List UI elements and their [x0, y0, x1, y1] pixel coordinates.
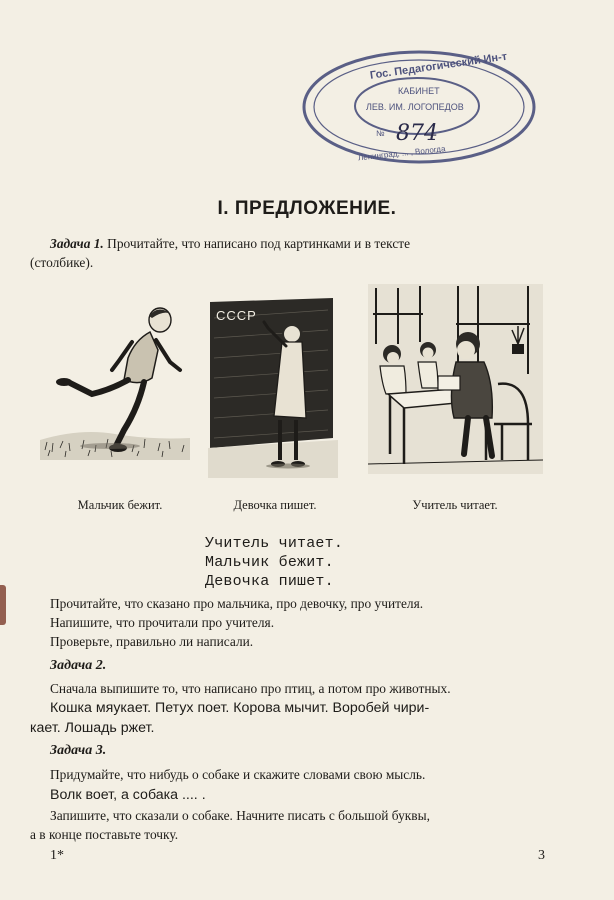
binding-mark [0, 585, 6, 625]
task2-instruction: Сначала выпишите то, что написано про птиц, а потом про животных. [50, 681, 451, 696]
caption-boy: Мальчик бежит. [77, 498, 163, 512]
task1-label: Задача 1. [50, 236, 104, 251]
teacher-reading-picture [368, 284, 543, 474]
column-line-3: Девочка пишет. [205, 573, 334, 590]
stamp-line3: ЛЕВ. ИМ. ЛОГОПЕДОВ [366, 102, 464, 112]
task1-instruction-2: Напишите, что прочитали про учителя. [50, 615, 275, 630]
task3-instruction: Придумайте, что нибудь о собаке и скажите словами свою мысль. [50, 767, 426, 782]
column-line-2: Мальчик бежит. [205, 554, 334, 571]
task1-text-cont: (столбике). [30, 255, 94, 270]
task3-heading: Задача 3. [50, 743, 107, 758]
task2-text-line1: Кошка мяукает. Петух поет. Корова мычит. Воробей чири- [50, 700, 430, 716]
task2-heading: Задача 2. [50, 658, 107, 673]
task3-final-line2: а в конце поставьте точку. [30, 827, 179, 842]
task1-text: Прочитайте, что написано под картинками и в тексте [107, 236, 411, 251]
task1-instruction-1: Прочитайте, что сказано про мальчика, про девочку, про учителя. [50, 596, 424, 611]
library-stamp [300, 48, 538, 166]
column-line-1: Учитель читает. [205, 535, 344, 552]
signature-mark: 1* [50, 848, 64, 863]
chapter-title: I. ПРЕДЛОЖЕНИЕ. [217, 198, 397, 219]
task3-example: Волк воет, а собака .... . [50, 787, 206, 803]
stamp-line1: Гос. Педагогический Ин-т [369, 50, 508, 82]
caption-teacher: Учитель читает. [412, 498, 498, 512]
stamp-number: 874 [396, 121, 438, 146]
stamp-bottom: Ленинград, ... , Вологда [357, 144, 446, 163]
girl-blackboard-picture [208, 298, 338, 478]
task2-text-line2: кает. Лошадь ржет. [30, 720, 155, 736]
stamp-number-prefix: № [376, 129, 385, 138]
caption-girl: Девочка пишет. [233, 498, 317, 512]
task3-final-line1: Запишите, что сказали о собаке. Начните писать с большой буквы, [50, 808, 430, 823]
task1-paragraph [50, 234, 560, 253]
task1-instruction-3: Проверьте, правильно ли написали. [50, 634, 254, 649]
page-number: 3 [538, 848, 545, 863]
running-boy-picture [40, 300, 190, 460]
board-text: СССР [216, 308, 257, 323]
stamp-line2: КАБИНЕТ [398, 86, 440, 96]
